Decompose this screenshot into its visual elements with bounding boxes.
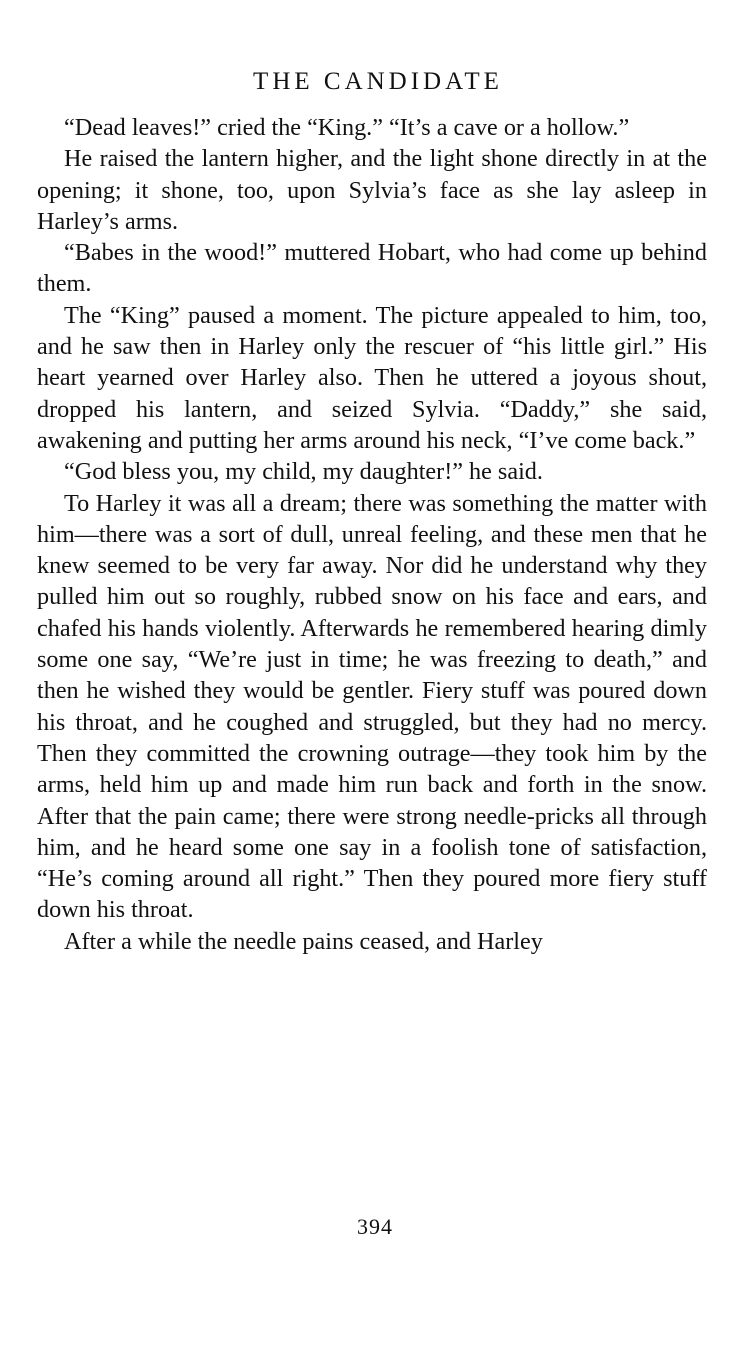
paragraph: The “King” paused a moment. The picture appealed to him, too, and he saw then in Harley only the rescuer of “his little girl.” His heart yearned over Harley also. Then he uttered a joyous shout, dropped his lantern, and seized Sylvia. “Daddy,” she said, awakening and putting her arms around his neck, “I’ve come back.”: [37, 301, 707, 454]
paragraph: To Harley it was all a dream; there was something the matter with him—there was a sort of dull, unreal feeling, and these men that he knew seemed to be very far away. Nor did he understand why they pulled him out so roughly, rubbed snow on his face and ears, and chafed his hands violently. Afterwards he remembered hearing dimly some one say, “We’re just in time; he was freezing to death,” and then he wished they would be gentler. Fiery stuff was poured down his throat, and he coughed and struggled, but they had no mercy. Then they committed the crowning outrage—they took him by the arms, held him up and made him run back and forth in the snow. After that the pain came; there were strong needle-pricks all through him, and he heard some one say in a foolish tone of satisfaction, “He’s coming around all right.” Then they poured more fiery stuff down his throat.: [37, 489, 707, 924]
paragraph: After a while the needle pains ceased, and Harley: [64, 927, 543, 955]
page-number: 394: [357, 1214, 393, 1239]
paragraph: He raised the lantern higher, and the light shone directly in at the opening; it shone, too, upon Sylvia’s face as she lay asleep in Harley’s arms.: [37, 145, 707, 235]
paragraph: “God bless you, my child, my daughter!” he said.: [64, 458, 543, 486]
body-text: [37, 112, 707, 957]
paragraph: “Dead leaves!” cried the “King.” “It’s a cave or a hollow.”: [64, 114, 630, 141]
running-head: THE CANDIDATE: [253, 68, 503, 95]
paragraph: “Babes in the wood!” muttered Hobart, who had come up behind them.: [37, 239, 707, 298]
book-page: [37, 62, 707, 957]
